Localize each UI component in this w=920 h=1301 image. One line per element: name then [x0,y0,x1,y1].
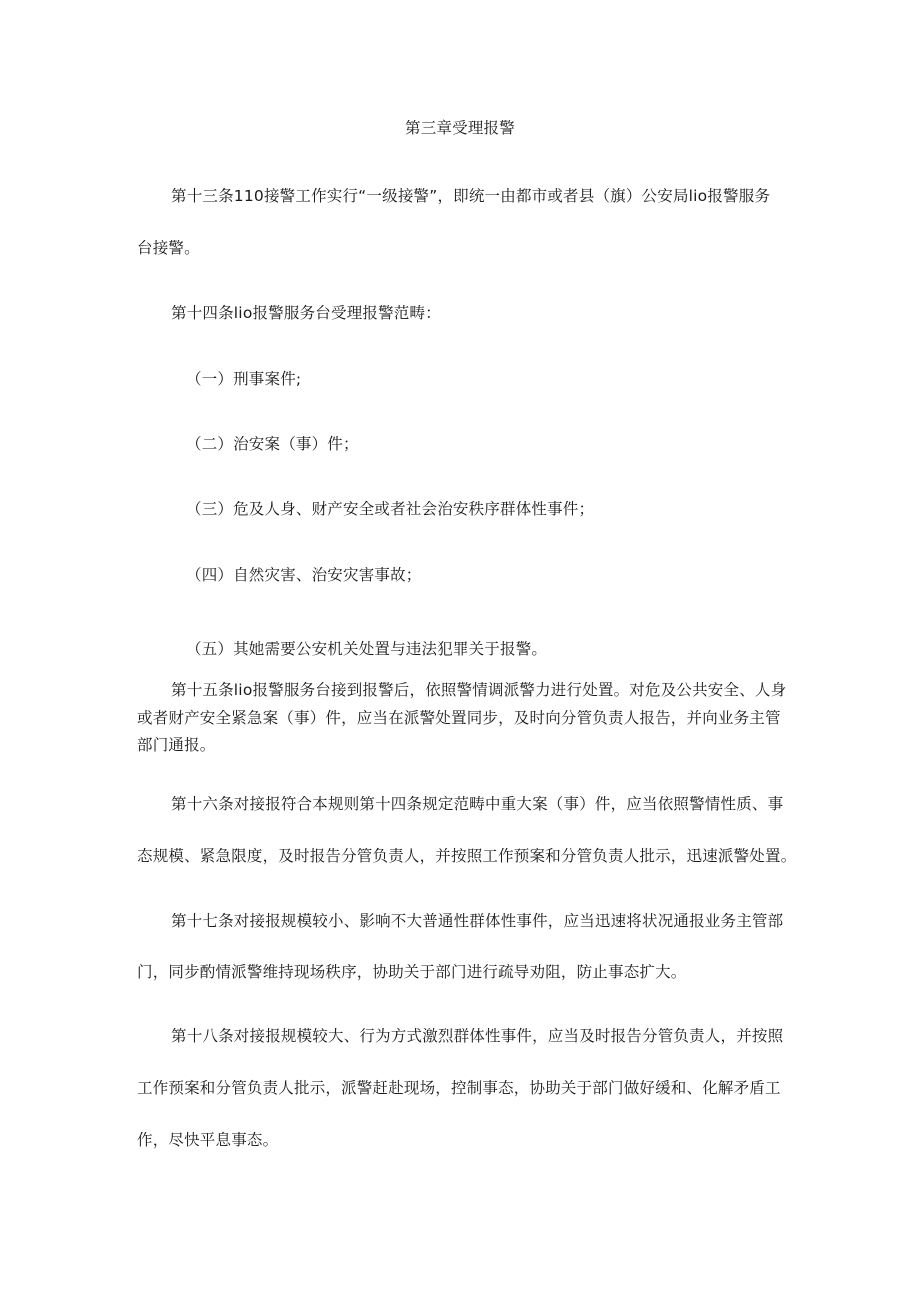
article-14-item-4: （四）自然灾害、治安灾害事故； [186,566,422,584]
article-17-line-2: 门，同步酌情派警维持现场秩序，协助关于部门进行疏导劝阻，防止事态扩大。 [137,963,687,981]
article-13-line-2: 台接警。 [137,239,200,257]
article-15-line-2: 或者财产安全紧急案（事）件，应当在派警处置同步，及时向分管负责人报告，并向业务主管 [137,709,781,727]
article-18-line-2: 工作预案和分管负责人批示，派警赶赴现场，控制事态，协助关于部门做好缓和、化解矛盾工 [137,1079,781,1097]
article-15-line-1: 第十五条lio报警服务台接到报警后，依照警情调派警力进行处置。对危及公共安全、人身 [171,681,787,699]
article-14-intro: 第十四条lio报警服务台受理报警范畴： [171,304,441,322]
article-15-line-3: 部门通报。 [137,736,216,754]
article-14-item-2: （二）治安案（事）件； [186,435,359,453]
article-14-item-5: （五）其她需要公安机关处置与违法犯罪关于报警。 [186,640,548,658]
article-18-line-3: 作，尽快平息事态。 [137,1131,279,1149]
article-13-line-1: 第十三条110接警工作实行“一级接警”，即统一由都市或者县（旗）公安局lio报警服务 [171,187,771,205]
article-16-line-2: 态规模、紧急限度，及时报告分管负责人，并按照工作预案和分管负责人批示，迅速派警处置。 [137,847,797,865]
article-17-line-1: 第十七条对接报规模较小、影响不大普通性群体性事件，应当迅速将状况通报业务主管部 [171,912,784,930]
article-18-line-1: 第十八条对接报规模较大、行为方式激烈群体性事件，应当及时报告分管负责人，并按照 [171,1027,784,1045]
article-16-line-1: 第十六条对接报符合本规则第十四条规定范畴中重大案（事）件，应当依照警情性质、事 [171,795,784,813]
article-14-item-3: （三）危及人身、财产安全或者社会治安秩序群体性事件； [186,500,595,518]
article-14-item-1: （一）刑事案件; [186,370,302,388]
chapter-title: 第三章受理报警 [405,119,515,137]
